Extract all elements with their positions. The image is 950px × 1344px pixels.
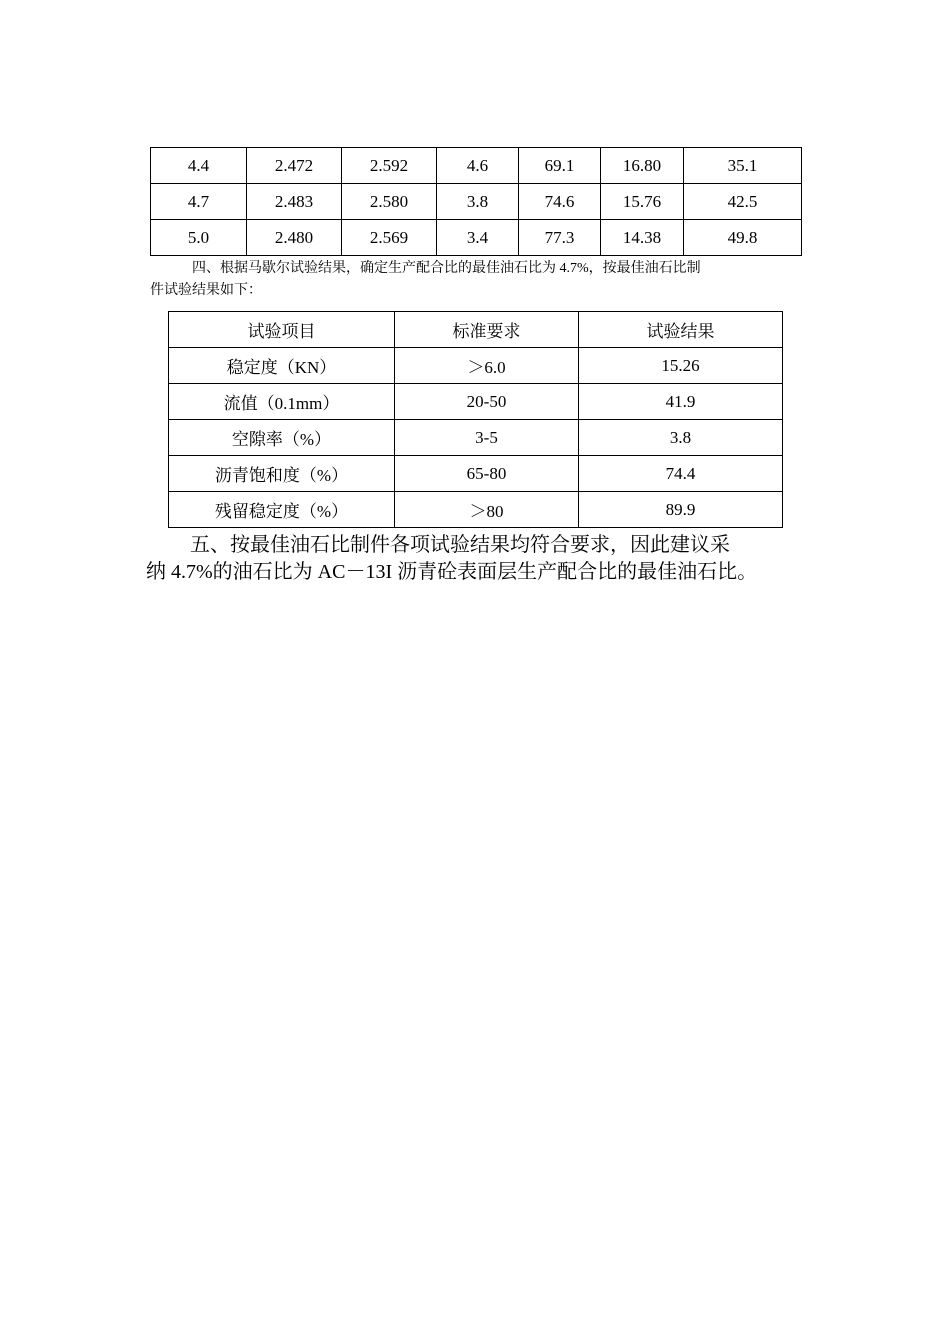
table-cell: 65-80 <box>395 456 579 492</box>
table-row <box>151 148 802 184</box>
table-cell: 4.6 <box>437 148 519 184</box>
table-cell: 74.6 <box>519 184 601 220</box>
table-cell: 74.4 <box>579 456 783 492</box>
table-cell: 2.483 <box>247 184 342 220</box>
table-cell: 稳定度（KN） <box>169 348 395 384</box>
table-cell: 空隙率（%） <box>169 420 395 456</box>
table-row <box>169 456 783 492</box>
table-row <box>151 184 802 220</box>
table-cell: 69.1 <box>519 148 601 184</box>
table-row <box>169 492 783 528</box>
table-cell: 2.472 <box>247 148 342 184</box>
table-cell: 流值（0.1mm） <box>169 384 395 420</box>
paragraph-four-line2: 件试验结果如下： <box>150 283 262 298</box>
test-result-table <box>168 311 783 528</box>
table-cell: 2.480 <box>247 220 342 256</box>
table-cell: 残留稳定度（%） <box>169 492 395 528</box>
table-cell: 5.0 <box>151 220 247 256</box>
table-cell: 2.592 <box>342 148 437 184</box>
table-row <box>169 384 783 420</box>
table-cell: 3.8 <box>437 184 519 220</box>
table-cell: 3-5 <box>395 420 579 456</box>
paragraph-five-line1: 五、按最佳油石比制件各项试验结果均符合要求，因此建议采 <box>190 534 730 556</box>
table-row <box>169 420 783 456</box>
column-header: 试验结果 <box>579 312 783 348</box>
table-cell: 16.80 <box>601 148 684 184</box>
paragraph-four <box>150 258 810 302</box>
table-cell: 89.9 <box>579 492 783 528</box>
column-header: 标准要求 <box>395 312 579 348</box>
paragraph-five-line2: 纳 4.7%的油石比为 AC－13I 沥青砼表面层生产配合比的最佳油石比。 <box>146 561 758 583</box>
table-header-row <box>169 312 783 348</box>
table-row <box>151 220 802 256</box>
table-cell: 15.26 <box>579 348 783 384</box>
table-cell: 20-50 <box>395 384 579 420</box>
table-cell: 2.569 <box>342 220 437 256</box>
table-cell: 2.580 <box>342 184 437 220</box>
table-cell: 41.9 <box>579 384 783 420</box>
column-header: 试验项目 <box>169 312 395 348</box>
table-cell: ＞6.0 <box>395 348 579 384</box>
table-cell: 4.4 <box>151 148 247 184</box>
table-cell: 14.38 <box>601 220 684 256</box>
table-cell: 42.5 <box>684 184 802 220</box>
table-cell: 49.8 <box>684 220 802 256</box>
table-cell: ＞80 <box>395 492 579 528</box>
table-cell: 沥青饱和度（%） <box>169 456 395 492</box>
table-cell: 15.76 <box>601 184 684 220</box>
table-cell: 3.4 <box>437 220 519 256</box>
table-cell: 3.8 <box>579 420 783 456</box>
table-cell: 4.7 <box>151 184 247 220</box>
marshall-data-table <box>150 147 802 256</box>
table-cell: 77.3 <box>519 220 601 256</box>
table-cell: 35.1 <box>684 148 802 184</box>
paragraph-four-line1: 四、根据马歇尔试验结果，确定生产配合比的最佳油石比为 4.7%，按最佳油石比制 <box>192 261 701 276</box>
table-row <box>169 348 783 384</box>
paragraph-five <box>146 532 818 586</box>
